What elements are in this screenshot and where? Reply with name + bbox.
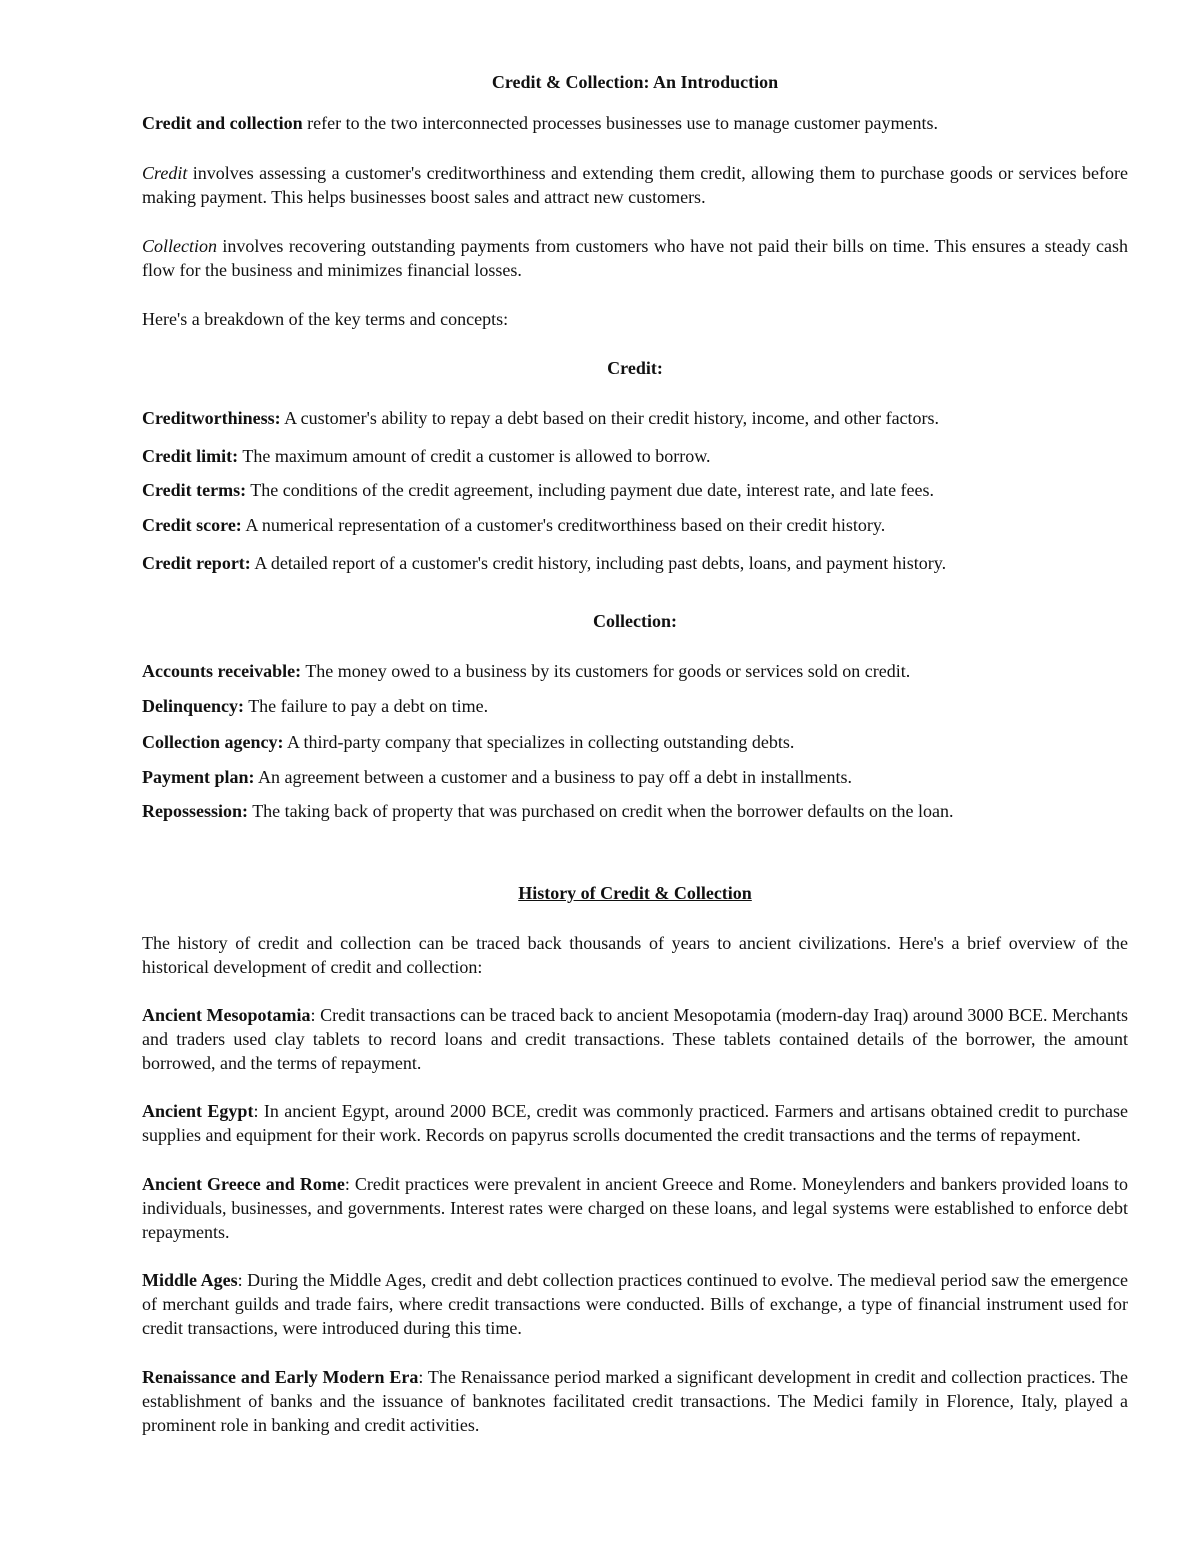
history-intro: The history of credit and collection can be traced back thousands of years to ancient civilizations. Here's a brief overview of the historical development of credit and collection: (142, 933, 1128, 977)
history-era-paragraph: Ancient Mesopotamia: Credit transactions can be traced back to ancient Mesopotamia (modern-day Iraq) around 3000 BCE. Merchants and traders used clay tablets to record loans and credit transactions. These tablets contained details of the borrower, the amount borrowed, and the terms of repayment. (142, 1005, 1128, 1073)
intro-paragraph-breakdown: Here's a breakdown of the key terms and concepts: (142, 309, 509, 329)
history-era-paragraph: Ancient Egypt: In ancient Egypt, around 2000 BCE, credit was commonly practiced. Farmers and artisans obtained credit to purchase supplies and equipment for their work. Records on papyrus scrolls documented the credit transactions and the terms of repayment. (142, 1101, 1128, 1145)
collection-term-row: Payment plan: An agreement between a customer and a business to pay off a debt in installments. (142, 767, 853, 787)
page-title: Credit & Collection: An Introduction (491, 72, 779, 92)
collection-term-row: Delinquency: The failure to pay a debt on time. (142, 696, 489, 716)
credit-term-row: Credit score: A numerical representation of a customer's creditworthiness based on their credit history. (142, 515, 886, 535)
credit-term-row: Credit limit: The maximum amount of credit a customer is allowed to borrow. (142, 446, 711, 466)
collection-term-row: Accounts receivable: The money owed to a business by its customers for goods or services sold on credit. (142, 661, 911, 681)
collection-italic: Collection (142, 236, 217, 256)
intro-paragraph-collection: Collection involves recovering outstanding payments from customers who have not paid their bills on time. This ensures a steady cash flow for the business and minimizes financial losses. (142, 236, 1128, 280)
intro-term: Credit and collection (142, 113, 303, 133)
history-era-paragraph: Ancient Greece and Rome: Credit practices were prevalent in ancient Greece and Rome. Moneylenders and bankers provided loans to individuals, businesses, and governments. Interest rates were charged on these loans, and legal systems were established to enforce debt repayments. (142, 1174, 1129, 1242)
collection-term-row: Repossession: The taking back of property that was purchased on credit when the borrower defaults on the loan. (142, 801, 954, 821)
document-body (142, 70, 1128, 1437)
credit-term-row: Credit report: A detailed report of a customer's credit history, including past debts, loans, and payment history. (142, 553, 947, 573)
history-eras-list (142, 1003, 1128, 1437)
collection-term-row: Collection agency: A third-party company that specializes in collecting outstanding debts. (142, 732, 795, 752)
credit-terms-list (142, 406, 1128, 575)
collection-heading: Collection: (593, 611, 677, 631)
history-era-paragraph: Renaissance and Early Modern Era: The Renaissance period marked a significant development in credit and collection practices. The establishment of banks and the issuance of banknotes facilitated credit transactions. The Medici family in Florence, Italy, played a prominent role in banking and credit activities. (142, 1367, 1128, 1435)
credit-heading: Credit: (607, 358, 663, 378)
history-heading: History of Credit & Collection (518, 883, 752, 903)
intro-paragraph-credit: Credit involves assessing a customer's creditworthiness and extending them credit, allowing them to purchase goods or services before making payment. This helps businesses boost sales and attract new customers. (142, 163, 1128, 207)
credit-term-row: Creditworthiness: A customer's ability to repay a debt based on their credit history, income, and other factors. (142, 408, 940, 428)
history-era-paragraph: Middle Ages: During the Middle Ages, credit and debt collection practices continued to evolve. The medieval period saw the emergence of merchant guilds and trade fairs, where credit transactions were conducted. Bills of exchange, a type of financial instrument used for credit transactions, were introduced during this time. (142, 1270, 1128, 1338)
credit-italic: Credit (142, 163, 188, 183)
intro-paragraph-1: Credit and collection refer to the two interconnected processes businesses use to manage customer payments. (142, 113, 938, 133)
credit-term-row: Credit terms: The conditions of the credit agreement, including payment due date, interest rate, and late fees. (142, 480, 935, 500)
collection-terms-list (142, 659, 1128, 823)
